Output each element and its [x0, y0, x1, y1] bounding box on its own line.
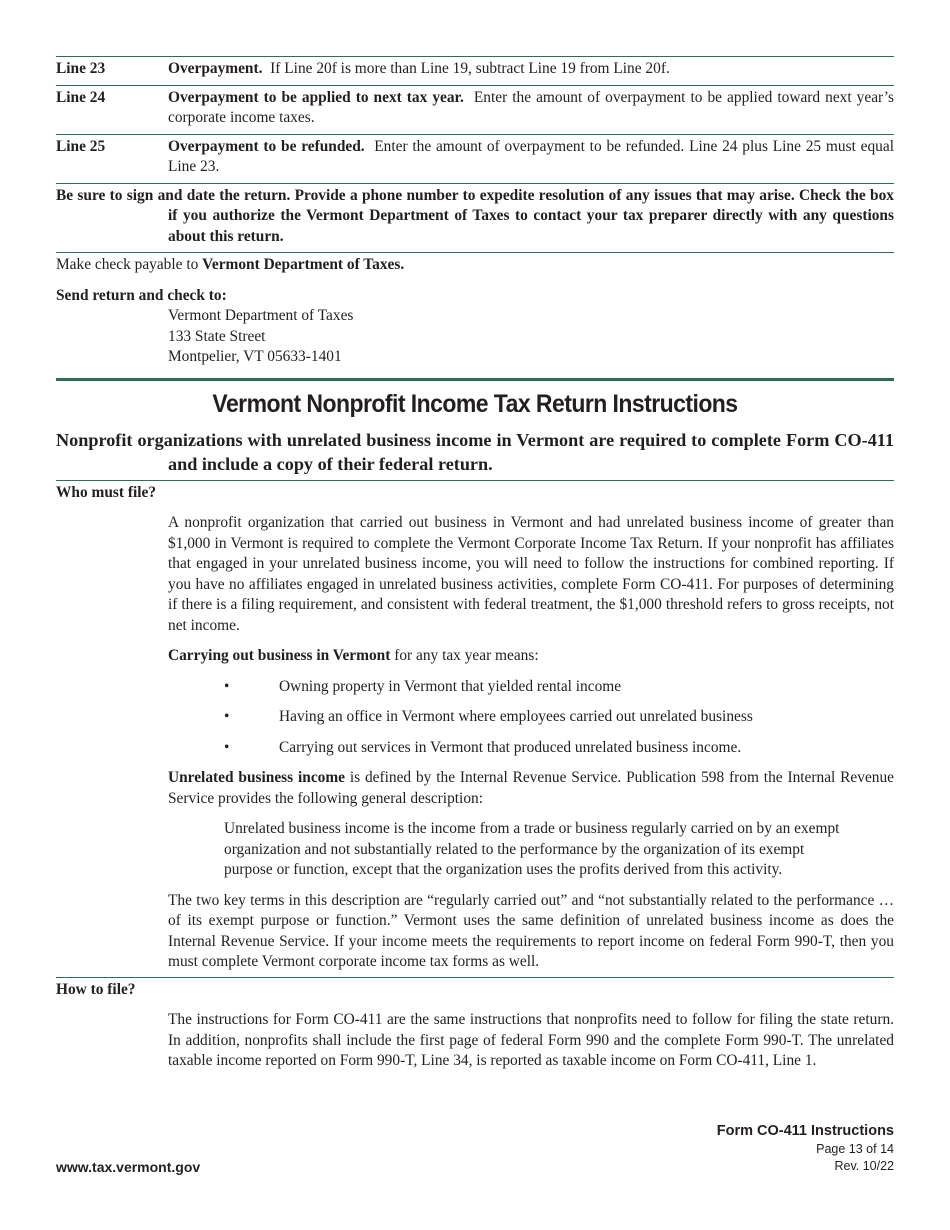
website-link[interactable]: www.tax.vermont.gov	[56, 1159, 201, 1175]
line-25-row	[56, 135, 894, 183]
page-number: Page 13 of 14	[816, 1142, 894, 1156]
section-lead: Nonprofit organizations with unrelated business income in Vermont are required to complete Form CO-411 and include a copy of their federal return.	[56, 429, 894, 474]
paragraph: The instructions for Form CO-411 are the same instructions that nonprofits need to follow for filing the state return. In addition, nonprofits shall include the first page of federal Form 990 and the complete Form 990-T. The unrelated taxable income reported on Form 990-T, Line 34, is reported as taxable income on Form CO-411, Line 1.	[168, 1011, 894, 1069]
how-to-file-heading: How to file?	[56, 980, 136, 998]
payee-name: Vermont Department of Taxes.	[202, 256, 405, 273]
bullet-list	[168, 677, 894, 759]
line-label: Line 24	[56, 88, 106, 106]
instructions-page	[56, 56, 894, 1072]
list-item: • Having an office in Vermont where employees carried out unrelated business	[168, 707, 894, 728]
list-item: • Carrying out services in Vermont that produced unrelated business income.	[168, 738, 894, 759]
line-24-row	[56, 86, 894, 134]
mailing-address	[56, 306, 894, 368]
bullet-icon: •	[224, 738, 230, 756]
line-text: Enter the amount of overpayment to be refunded. Line 24 plus Line 25 must equal Line 23.	[168, 137, 894, 175]
line-title: Overpayment to be refunded.	[168, 137, 365, 155]
address-line: Montpelier, VT 05633-1401	[168, 348, 342, 365]
term: Unrelated business income	[168, 769, 346, 786]
section-title: Vermont Nonprofit Income Tax Return Instructions	[212, 389, 738, 418]
line-23-row	[56, 57, 894, 85]
revision: Rev. 10/22	[834, 1159, 894, 1173]
list-item: • Owning property in Vermont that yielded rental income	[168, 677, 894, 698]
line-label: Line 25	[56, 137, 106, 155]
paragraph: A nonprofit organization that carried out business in Vermont and had unrelated business income of greater than $1,000 in Vermont is required to complete the Vermont Corporate Income Tax Return. If your nonprofit has affiliates that engaged in your unrelated business income, you will need to follow the instructions for combined reporting. If you have no affiliates engaged in unrelated business activities, complete Form CO-411. For purposes of determining if there is a filing requirement, and consistent with federal treatment, the $1,000 threshold refers to gross receipts, not net income.	[168, 514, 894, 634]
bullet-icon: •	[224, 708, 230, 725]
line-text: If Line 20f is more than Line 19, subtract Line 19 from Line 20f.	[270, 60, 670, 77]
who-must-file-body	[56, 513, 894, 973]
paragraph: The two key terms in this description are “regularly carried out” and “not substantially related to the performance … of its exempt purpose or function.” Vermont uses the same definition of unrelated business income as does the Internal Revenue Service. If your income meets the requirements to report income on federal Form 990-T, then you must complete Vermont corporate income tax forms as well.	[168, 891, 894, 970]
block-quote: Unrelated business income is the income from a trade or business regularly carried on by an exempt organization and not substantially related to the performance by the organization of its exempt purpose or function, except that the organization uses the profits derived from this activity.	[224, 820, 840, 878]
sign-note: Be sure to sign and date the return. Provide a phone number to expedite resolution of any issues that may arise. Check the box if you authorize the Vermont Department of Taxes to contact your tax preparer directly with any questions about this return.	[56, 186, 894, 245]
line-title: Overpayment.	[168, 60, 263, 77]
paragraph: Carrying out business in Vermont for any tax year means:	[168, 647, 539, 664]
bullet-icon: •	[224, 677, 230, 695]
section-divider	[56, 378, 894, 381]
line-label: Line 23	[56, 60, 106, 77]
term: Carrying out business in Vermont	[168, 647, 391, 664]
send-heading: Send return and check to:	[56, 286, 227, 304]
line-title: Overpayment to be applied to next tax year.	[168, 88, 464, 106]
form-title: Form CO-411 Instructions	[716, 1123, 894, 1139]
line-text: Enter the amount of overpayment to be applied toward next year’s corporate income taxes.	[168, 88, 894, 126]
how-to-file-body	[56, 1010, 894, 1072]
paragraph: Unrelated business income is defined by the Internal Revenue Service. Publication 598 from the Internal Revenue Service provides the following general description:	[168, 769, 894, 807]
address-line: 133 State Street	[168, 327, 266, 345]
payable-line: Make check payable to Vermont Department of Taxes.	[56, 256, 405, 273]
who-must-file-heading: Who must file?	[56, 483, 157, 501]
footer-form-info	[717, 1122, 894, 1175]
address-line: Vermont Department of Taxes	[168, 307, 354, 324]
